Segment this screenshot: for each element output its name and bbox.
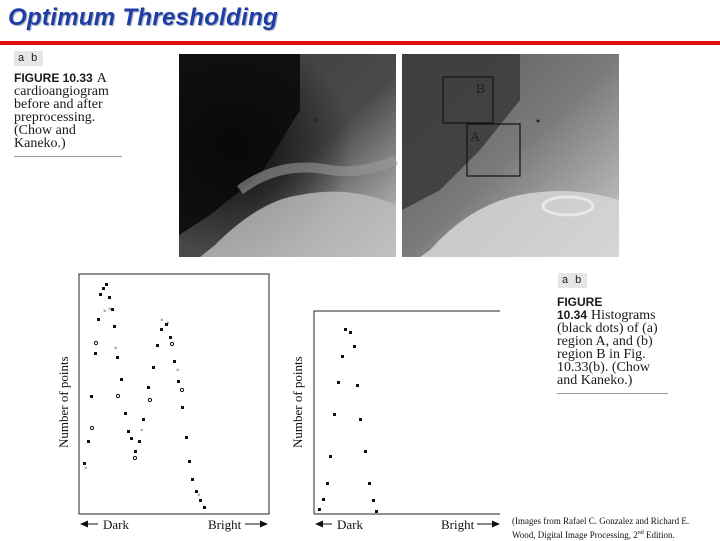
fig-10-34-caption: Histograms (black dots) of (a) region A, and (b) region B in Fig. 10.33(b). (Chow and Kaneko.) — [557, 308, 658, 388]
svg-text:×: × — [197, 493, 201, 499]
histogram-a-ylabel: Number of points — [56, 356, 71, 448]
svg-text:×: × — [140, 428, 144, 434]
histogram-a-bright-label: Bright — [208, 517, 242, 532]
histogram-b-dark-label: Dark — [337, 517, 363, 532]
credit-edition-sup: nd — [637, 530, 644, 536]
fig-10-33-caption: A cardioangiogram before and after preprocessing. (Chow and Kaneko.) — [14, 71, 109, 151]
svg-text:×: × — [108, 307, 112, 313]
credit-line-2: Wood, Digital Image Processing, 2nd Edition. — [512, 530, 675, 540]
svg-text:×: × — [103, 309, 107, 315]
histogram-a-dark-label: Dark — [103, 517, 129, 532]
fig-10-34-tag: a b — [558, 273, 587, 288]
svg-text:×: × — [114, 346, 118, 352]
region-b-label: B — [476, 82, 486, 97]
histogram-b-ylabel: Number of points — [290, 356, 305, 448]
credit-line-1: (Images from Rafael C. Gonzalez and Richard E. — [512, 516, 690, 526]
svg-text:×: × — [160, 318, 164, 324]
fig-10-33-tag: a b — [14, 51, 43, 66]
fig-10-34-caption-block — [557, 296, 668, 394]
svg-text:×: × — [176, 368, 180, 374]
svg-text:×: × — [84, 466, 88, 472]
fig-10-33-label: FIGURE 10.33 — [14, 71, 93, 85]
region-a-label: A — [470, 130, 481, 145]
fig-10-34-label: FIGURE 10.34 — [557, 295, 603, 322]
svg-text:×: × — [166, 321, 170, 327]
slide-title: Optimum Thresholding — [8, 4, 278, 31]
image-credit — [512, 515, 717, 541]
histogram-b-frame — [314, 311, 500, 514]
histogram-b-bright-label: Bright — [441, 517, 475, 532]
histogram-b-markers — [318, 328, 378, 513]
